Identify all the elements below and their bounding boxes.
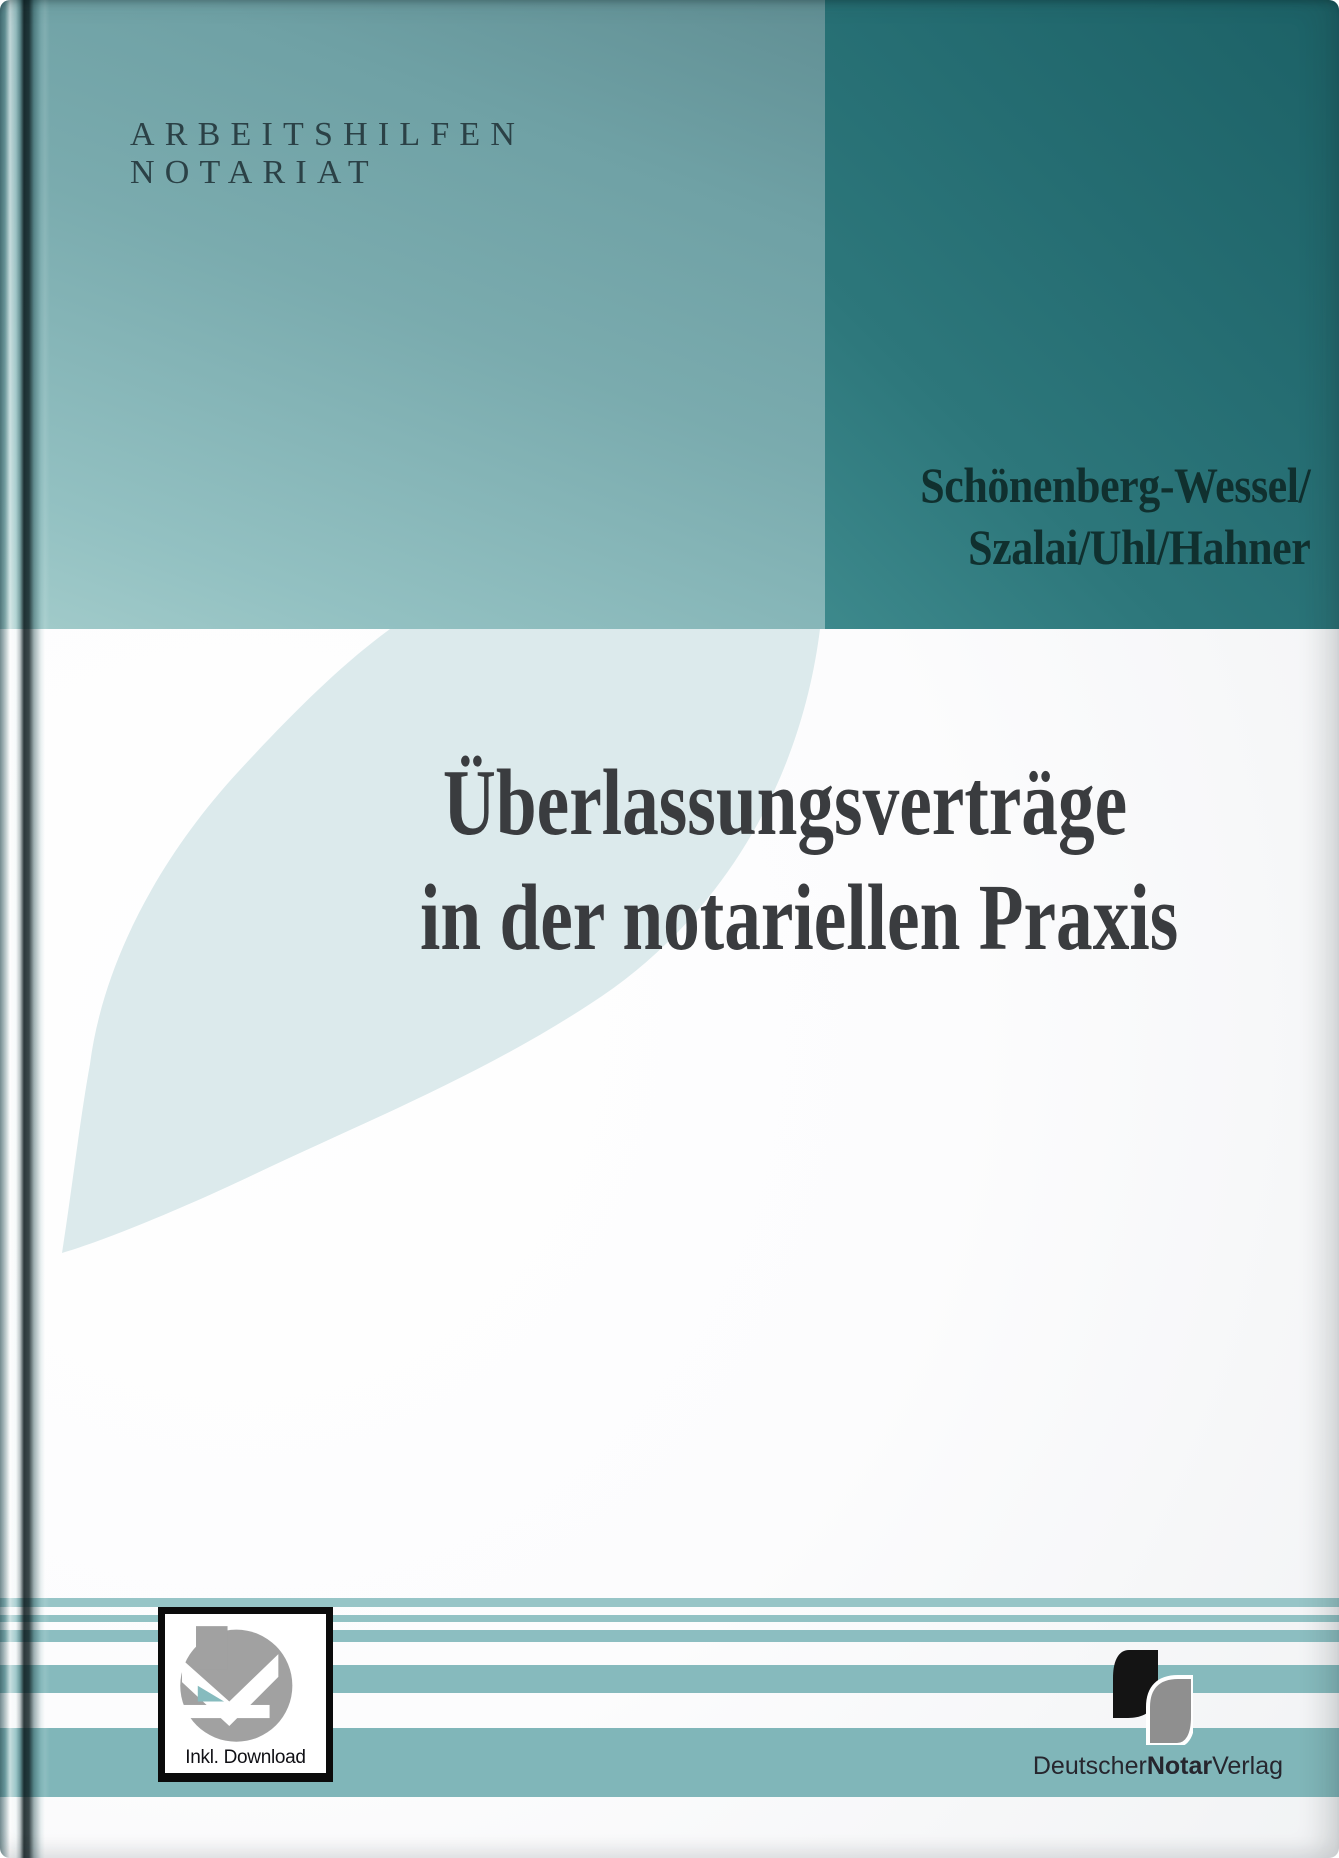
series-title — [130, 116, 525, 192]
download-badge — [158, 1607, 333, 1782]
stripe-row-1 — [0, 1598, 1339, 1607]
title-line-1: Überlassungsverträge — [442, 751, 1128, 855]
download-icon — [175, 1616, 316, 1751]
header-left-teal-panel — [0, 0, 825, 629]
series-line-1: ARBEITSHILFEN — [130, 116, 526, 153]
book-title — [420, 746, 1179, 976]
title-line-2: in der notariellen Praxis — [420, 866, 1179, 970]
download-badge-label: Inkl. Download — [185, 1747, 306, 1768]
quote-mark-gray-icon — [1148, 1677, 1193, 1745]
publisher-logo — [1113, 1650, 1193, 1745]
author-names — [920, 454, 1310, 578]
publisher-name-part-2: Notar — [1146, 1752, 1213, 1780]
author-line-2: Szalai/Uhl/Hahner — [967, 519, 1310, 575]
publisher-name — [1033, 1752, 1283, 1781]
series-line-2: NOTARIAT — [130, 154, 379, 191]
publisher-name-part-1: Deutscher — [1032, 1752, 1147, 1780]
publisher-name-part-3: Verlag — [1212, 1752, 1283, 1780]
author-line-1: Schönenberg-Wessel/ — [919, 457, 1310, 513]
